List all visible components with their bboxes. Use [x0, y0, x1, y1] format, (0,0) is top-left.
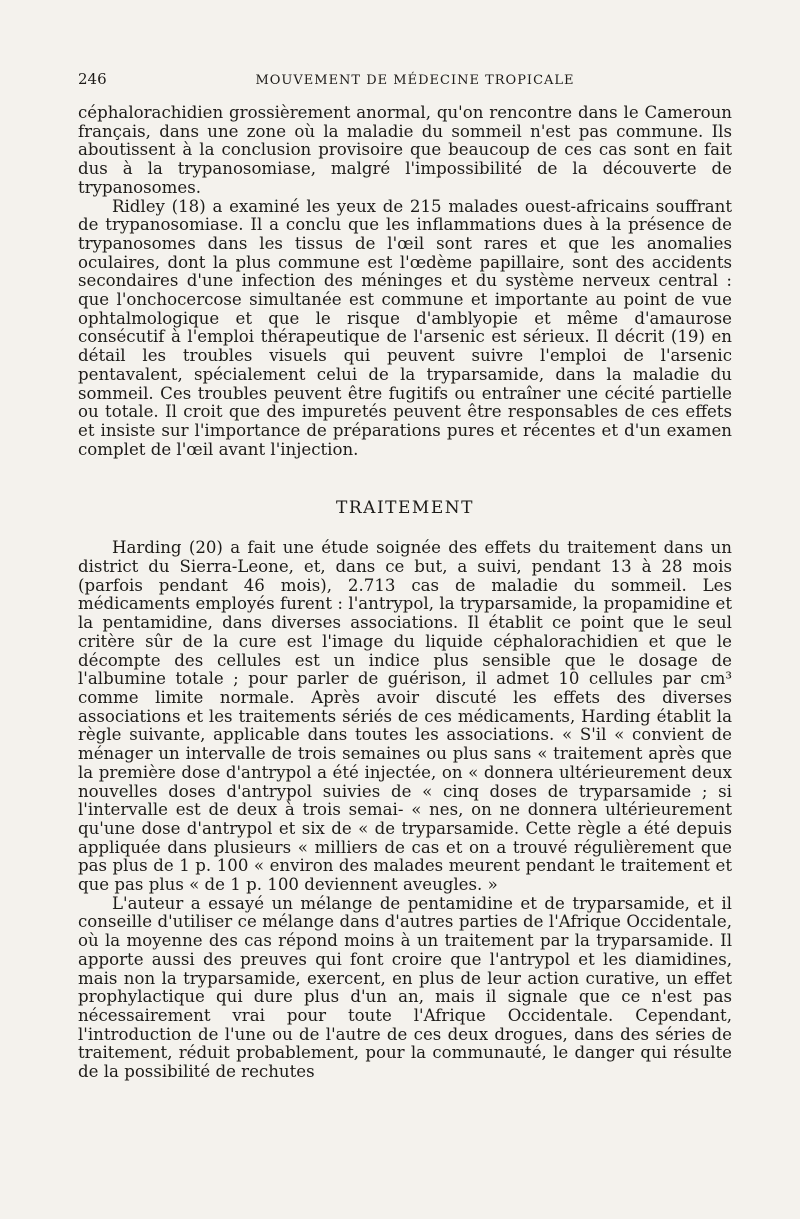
body-text: [78, 104, 732, 1082]
paragraph-harding: Harding (20) a fait une étude soignée des effets du traitement dans un district du Sierra-Leone, et, dans ce but, a suivi, pendant 13 à 28 mois (parfois pendant 46 mois), 2.713 cas de maladie du sommeil. Les médicaments employés furent : l'antrypol, la tryparsamide, la propamidine et la pentamidine, dans diverses associations. Il établit ce point que le seul critère sûr de la cure est l'image du liquide céphalorachidien et que le décompte des cellules est un indice plus sensible que le dosage de l'albumine totale ; pour parler de guérison, il admet 10 cellules par cm³ comme limite normale. Après avoir discuté les effets des diverses associations et les traitements sériés de ces médicaments, Harding établit la règle suivante, applicable dans toutes les associations. « S'il « convient de ménager un intervalle de trois semaines ou plus sans « traitement après que la première dose d'antrypol a été injectée, on « donnera ultérieurement deux nouvelles doses d'antrypol suivies de « cinq doses de tryparsamide ; si l'intervalle est de deux à trois semai- « nes, on ne donnera ultérieurement qu'une dose d'antrypol et six de « de tryparsamide. Cette règle a été depuis appliquée dans plusieurs « milliers de cas et on a trouvé régulièrement que pas plus de 1 p. 100 « environ des malades meurent pendant le traitement et que pas plus « de 1 p. 100 deviennent aveugles. »: [78, 538, 732, 895]
paragraph-auteur: L'auteur a essayé un mélange de pentamidine et de tryparsamide, et il conseille d'utiliser ce mélange dans d'autres parties de l'Afrique Occidentale, où la moyenne des cas répond moins à un traitement par la tryparsamide. Il apporte aussi des preuves qui font croire que l'antrypol et les diamidines, mais non la tryparsamide, exercent, en plus de leur action curative, un effet prophylactique qui dure plus d'un an, mais il signale que ce n'est pas nécessairement vrai pour toute l'Afrique Occidentale. Cependant, l'introduction de l'une ou de l'autre de ces deux drogues, dans des séries de traitement, réduit probablement, pour la communauté, le danger qui résulte de la possibilité de rechutes: [78, 893, 732, 1082]
paragraph-continuation: céphalorachidien grossièrement anormal, qu'on rencontre dans le Cameroun français, dans une zone où la maladie du sommeil n'est pas commune. Ils aboutissent à la conclusion provisoire que beaucoup de ces cas sont en fait dus à la trypanosomiase, malgré l'impossibilité de la découverte de trypanosomes.: [78, 103, 732, 197]
page-number: 246: [78, 70, 107, 88]
running-head: [78, 70, 732, 96]
journal-title: MOUVEMENT DE MÉDECINE TROPICALE: [255, 73, 575, 88]
section-heading-traitement: TRAITEMENT: [336, 498, 474, 519]
paragraph-ridley: Ridley (18) a examiné les yeux de 215 malades ouest-africains souffrant de trypanosomiase. Il a conclu que les inflammations dues à la présence de trypanosomes dans les tissus de l'œil sont rares et que les anomalies oculaires, dont la plus commune est l'œdème papillaire, sont des accidents secondaires d'une infection des méninges et du système nerveux central : que l'onchocercose simultanée est commune et importante au point de vue ophtalmologique et que le risque d'amblyopie et même d'amaurose consécutif à l'emploi thérapeutique de l'arsenic est sérieux. Il décrit (19) en détail les troubles visuels qui peuvent suivre l'emploi de l'arsenic pentavalent, spécialement celui de la tryparsamide, dans la maladie du sommeil. Ces troubles peuvent être fugitifs ou entraîner une cécité partielle ou totale. Il croit que des impuretés peuvent être responsables de ces effets et insiste sur l'importance de préparations pures et récentes et d'un examen complet de l'œil avant l'injection.: [78, 196, 732, 459]
